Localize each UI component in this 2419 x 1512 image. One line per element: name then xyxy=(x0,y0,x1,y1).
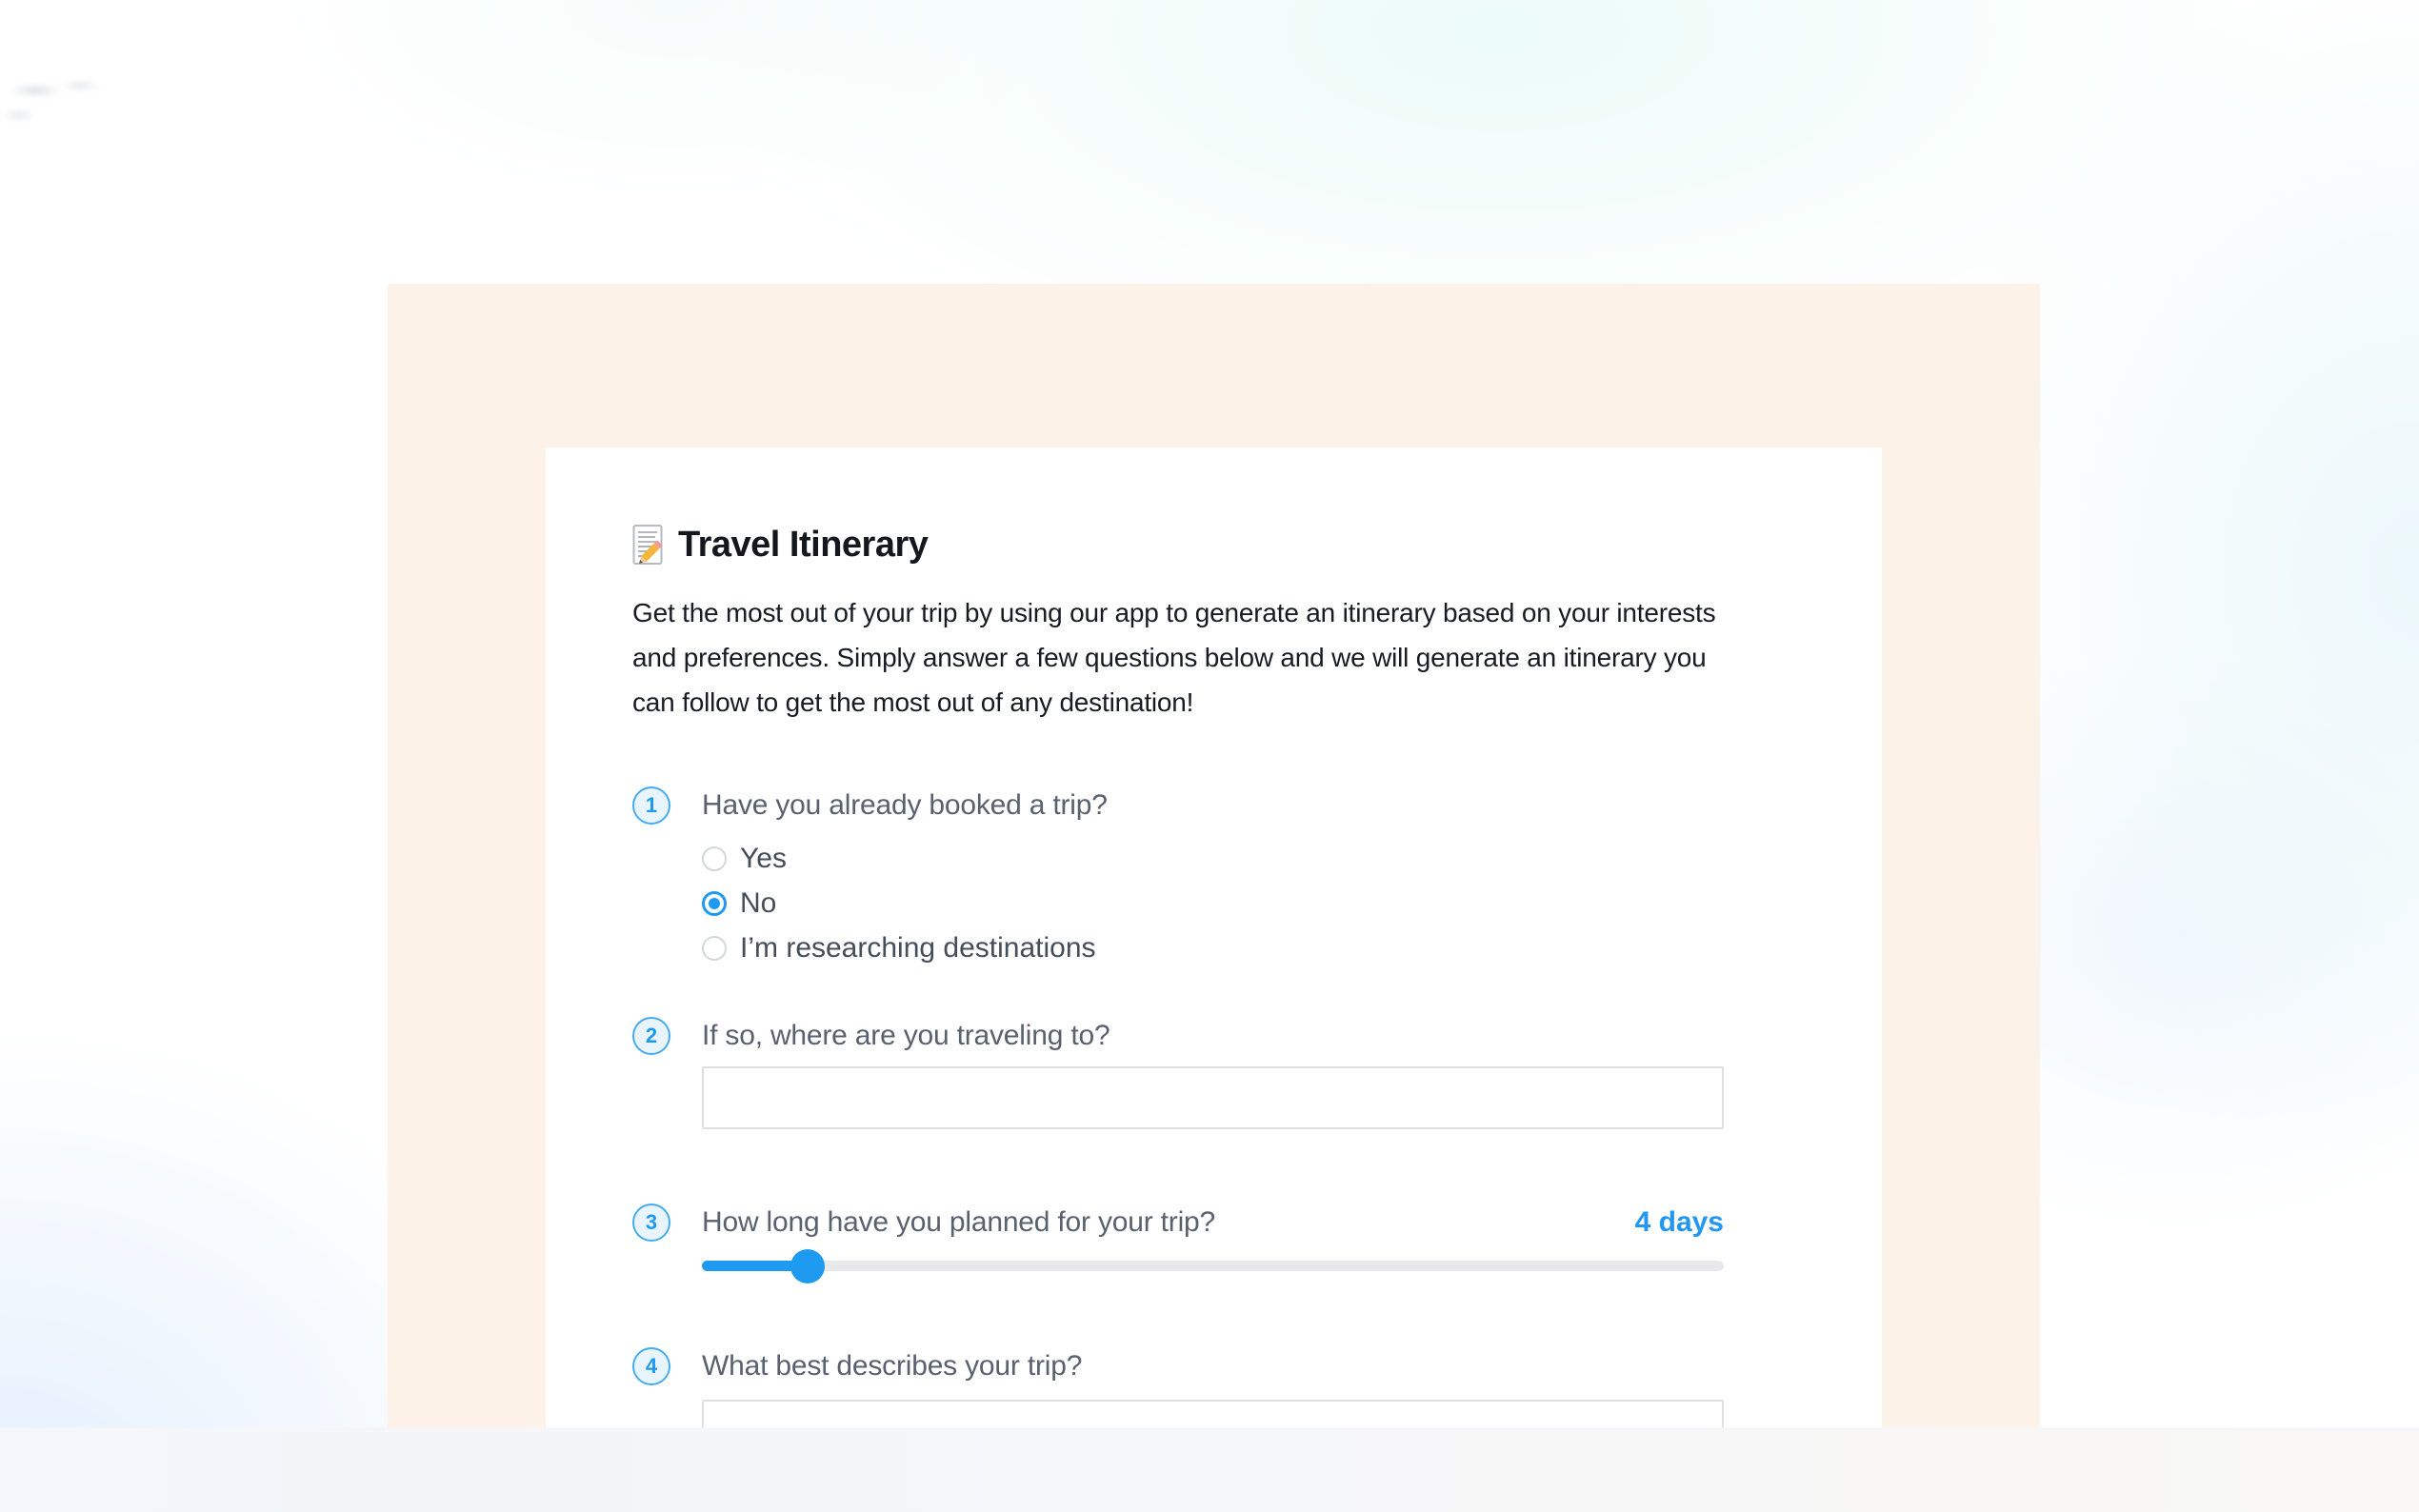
trip-length-value: 4 days xyxy=(1634,1206,1724,1238)
question-3-badge: 3 xyxy=(632,1204,670,1242)
destination-input[interactable] xyxy=(702,1066,1724,1129)
question-trip-length xyxy=(632,1203,1724,1283)
radio-label-yes[interactable]: Yes xyxy=(740,843,787,874)
question-1-label: Have you already booked a trip? xyxy=(702,789,1108,821)
question-2-badge: 2 xyxy=(632,1017,670,1055)
radio-button-no[interactable] xyxy=(702,891,727,916)
itinerary-form-card xyxy=(546,448,1882,1428)
slider-track[interactable] xyxy=(702,1261,1724,1271)
radio-label-no[interactable]: No xyxy=(740,887,777,919)
memo-icon xyxy=(632,524,669,566)
question-4-header xyxy=(632,1346,1724,1386)
trip-length-slider[interactable] xyxy=(702,1249,1724,1283)
question-destination xyxy=(632,1016,1724,1129)
radio-option-researching[interactable] xyxy=(702,929,1724,967)
radio-option-no[interactable] xyxy=(702,885,1724,923)
question-3-label: How long have you planned for your trip? xyxy=(702,1206,1216,1238)
background-smudge xyxy=(2,78,114,128)
question-trip-type xyxy=(632,1346,1724,1428)
question-1-badge: 1 xyxy=(632,786,670,825)
form-description: Get the most out of your trip by using our app to generate an itinerary based on your interests and preferences. Simply answer a few questions below and we will generate an itinerary you can follow to get the most out of any destination! xyxy=(632,598,1716,717)
form-title-row xyxy=(632,524,928,566)
radio-option-yes[interactable] xyxy=(702,840,1724,878)
question-booked-trip xyxy=(632,786,1724,974)
booked-trip-radio-group xyxy=(702,840,1724,967)
radio-button-yes[interactable] xyxy=(702,846,727,871)
question-2-header xyxy=(632,1016,1724,1056)
page-title: Travel Itinerary xyxy=(678,525,929,565)
radio-label-researching[interactable]: I’m researching destinations xyxy=(740,932,1096,964)
question-2-label: If so, where are you traveling to? xyxy=(702,1020,1110,1051)
question-4-label: What best describes your trip? xyxy=(702,1350,1083,1382)
question-3-header xyxy=(632,1203,1724,1243)
bottom-blur-band xyxy=(0,1428,2419,1512)
question-4-badge: 4 xyxy=(632,1347,670,1385)
question-1-header xyxy=(632,786,1724,826)
radio-button-researching[interactable] xyxy=(702,936,727,961)
slider-thumb[interactable] xyxy=(790,1249,825,1283)
